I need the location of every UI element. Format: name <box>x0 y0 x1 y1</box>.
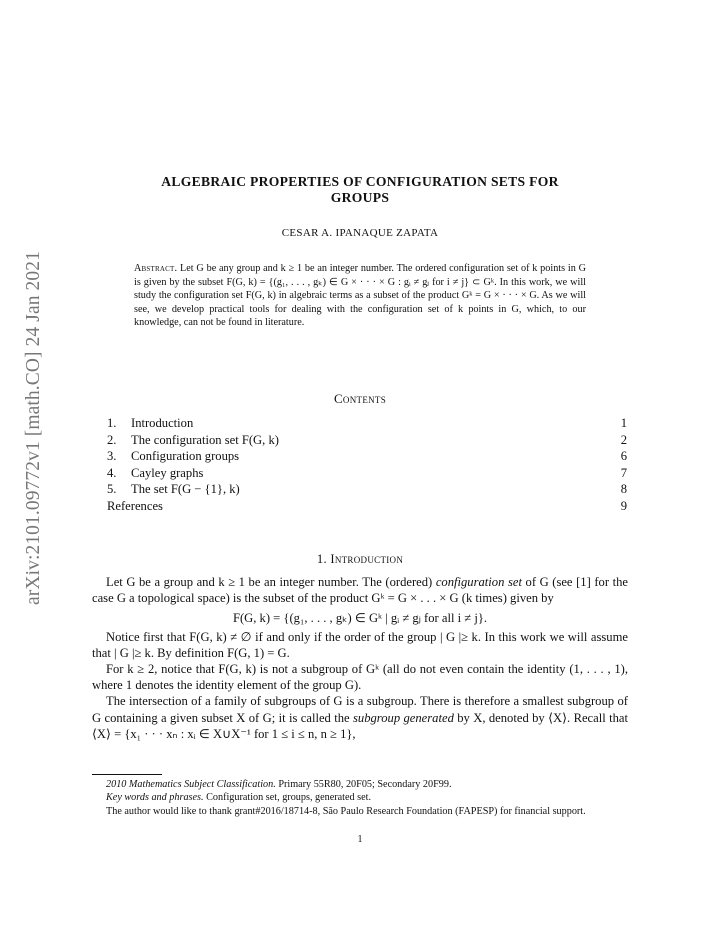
footnote-text: Primary 55R80, 20F05; Secondary 20F99. <box>275 779 452 790</box>
toc-number: 3. <box>107 449 117 464</box>
footnote-msc <box>92 778 628 791</box>
toc-row[interactable] <box>107 432 627 449</box>
arxiv-identifier: arXiv:2101.09772v1 [math.CO] 24 Jan 2021 <box>23 251 44 605</box>
section-heading <box>110 552 610 567</box>
table-of-contents <box>107 415 627 515</box>
paragraph-text: by X, denoted by ⟨X⟩. Recall that ⟨X⟩ = {x₁ · · · xₙ : xᵢ ∈ X∪X⁻¹ for 1 ≤ i ≤ n, n ≥ 1}, <box>92 710 629 741</box>
author-name: CESAR A. IPANAQUE ZAPATA <box>281 227 439 239</box>
footnote-rule <box>92 774 162 775</box>
paragraph: Notice first that F(G, k) ≠ ∅ if and only if the order of the group | G |≥ k. In this work we will assume that | G |≥ k. By definition F(G, 1) = G. <box>92 629 628 660</box>
footnote-text: Configuration set, groups, generated set. <box>203 792 372 804</box>
toc-number: 1. <box>107 416 117 430</box>
toc-page: 7 <box>620 465 627 480</box>
toc-row[interactable] <box>107 481 627 498</box>
paper-title <box>110 174 610 206</box>
toc-row[interactable] <box>107 448 627 465</box>
toc-page: 9 <box>620 498 627 513</box>
title-line-1: ALGEBRAIC PROPERTIES OF CONFIGURATION SETS FOR <box>161 174 559 189</box>
section-body <box>92 574 628 742</box>
title-line-2: GROUPS <box>330 190 390 205</box>
abstract <box>134 262 586 330</box>
paragraph <box>92 574 628 606</box>
section-number: 1. <box>316 552 327 566</box>
abstract-text: Let G be any group and k ≥ 1 be an integer number. The ordered configuration set of k points in G is given by the subset F(G, k) = {(g₁, . . . , gₖ) ∈ G × · · · × G : gᵢ ≠ gⱼ for i ≠ j} ⊂ Gᵏ. In this work, we will study the configuration set F(G, k) in algebraic terms as a subset of the product Gᵏ = G × · · · × G. As we will see, we develop practical tools for dealing with the configuration set of k points in G, which, to our knowledge, can not be found in literature. <box>134 263 587 328</box>
footnote-keywords <box>92 791 628 804</box>
paragraph-text: The intersection of a family of subgroups of G is a subgroup. There is therefore a smallest subgroup of G containing a given subset X of G; it is called the <box>92 694 628 725</box>
toc-row[interactable] <box>107 465 627 482</box>
toc-page: 8 <box>620 482 627 497</box>
emphasis-text: subgroup generated <box>353 710 454 725</box>
page-number: 1 <box>357 834 363 845</box>
footnote-label: Key words and phrases. <box>106 792 204 804</box>
abstract-label: Abstract. <box>134 263 178 274</box>
footnotes <box>92 778 628 818</box>
toc-row-references[interactable] <box>107 498 627 515</box>
paragraph-text: of G (see [1] for the case G a topological space) is the subset of the product Gᵏ = G × . . . × G (k times) given by <box>92 575 628 606</box>
toc-page: 6 <box>620 449 627 464</box>
toc-number: 2. <box>107 432 117 447</box>
paragraph <box>92 693 628 742</box>
emphasis-text: configuration set <box>435 575 522 589</box>
display-equation: F(G, k) = {(g₁, . . . , gₖ) ∈ Gᵏ | gᵢ ≠ gⱼ for all i ≠ j}. <box>232 611 488 626</box>
toc-title: The configuration set F(G, k) <box>131 432 279 447</box>
arxiv-side-stamp <box>24 212 44 644</box>
paragraph: For k ≥ 2, notice that F(G, k) is not a subgroup of Gᵏ (all do not even contain the identity (1, . . . , 1), where 1 denotes the identity element of the group G). <box>92 662 628 693</box>
toc-title: Introduction <box>131 416 194 430</box>
toc-title: Configuration groups <box>131 449 240 464</box>
toc-page: 2 <box>620 432 627 447</box>
contents-heading: Contents <box>333 391 387 406</box>
toc-title: Cayley graphs <box>131 465 204 480</box>
toc-number: 5. <box>107 482 117 497</box>
toc-number: 4. <box>107 465 117 480</box>
toc-references-title: References <box>107 498 163 513</box>
toc-title: The set F(G − {1}, k) <box>131 482 240 497</box>
toc-page: 1 <box>620 416 627 430</box>
toc-row[interactable] <box>107 415 627 432</box>
section-title: Introduction <box>330 552 404 566</box>
paragraph-text: Let G be a group and k ≥ 1 be an integer number. The (ordered) <box>106 575 436 589</box>
footnote-label: 2010 Mathematics Subject Classification. <box>106 779 276 790</box>
footnote-thanks: The author would like to thank grant#2016/18714-8, São Paulo Research Foundation (FAPESP) for financial support. <box>106 805 586 817</box>
